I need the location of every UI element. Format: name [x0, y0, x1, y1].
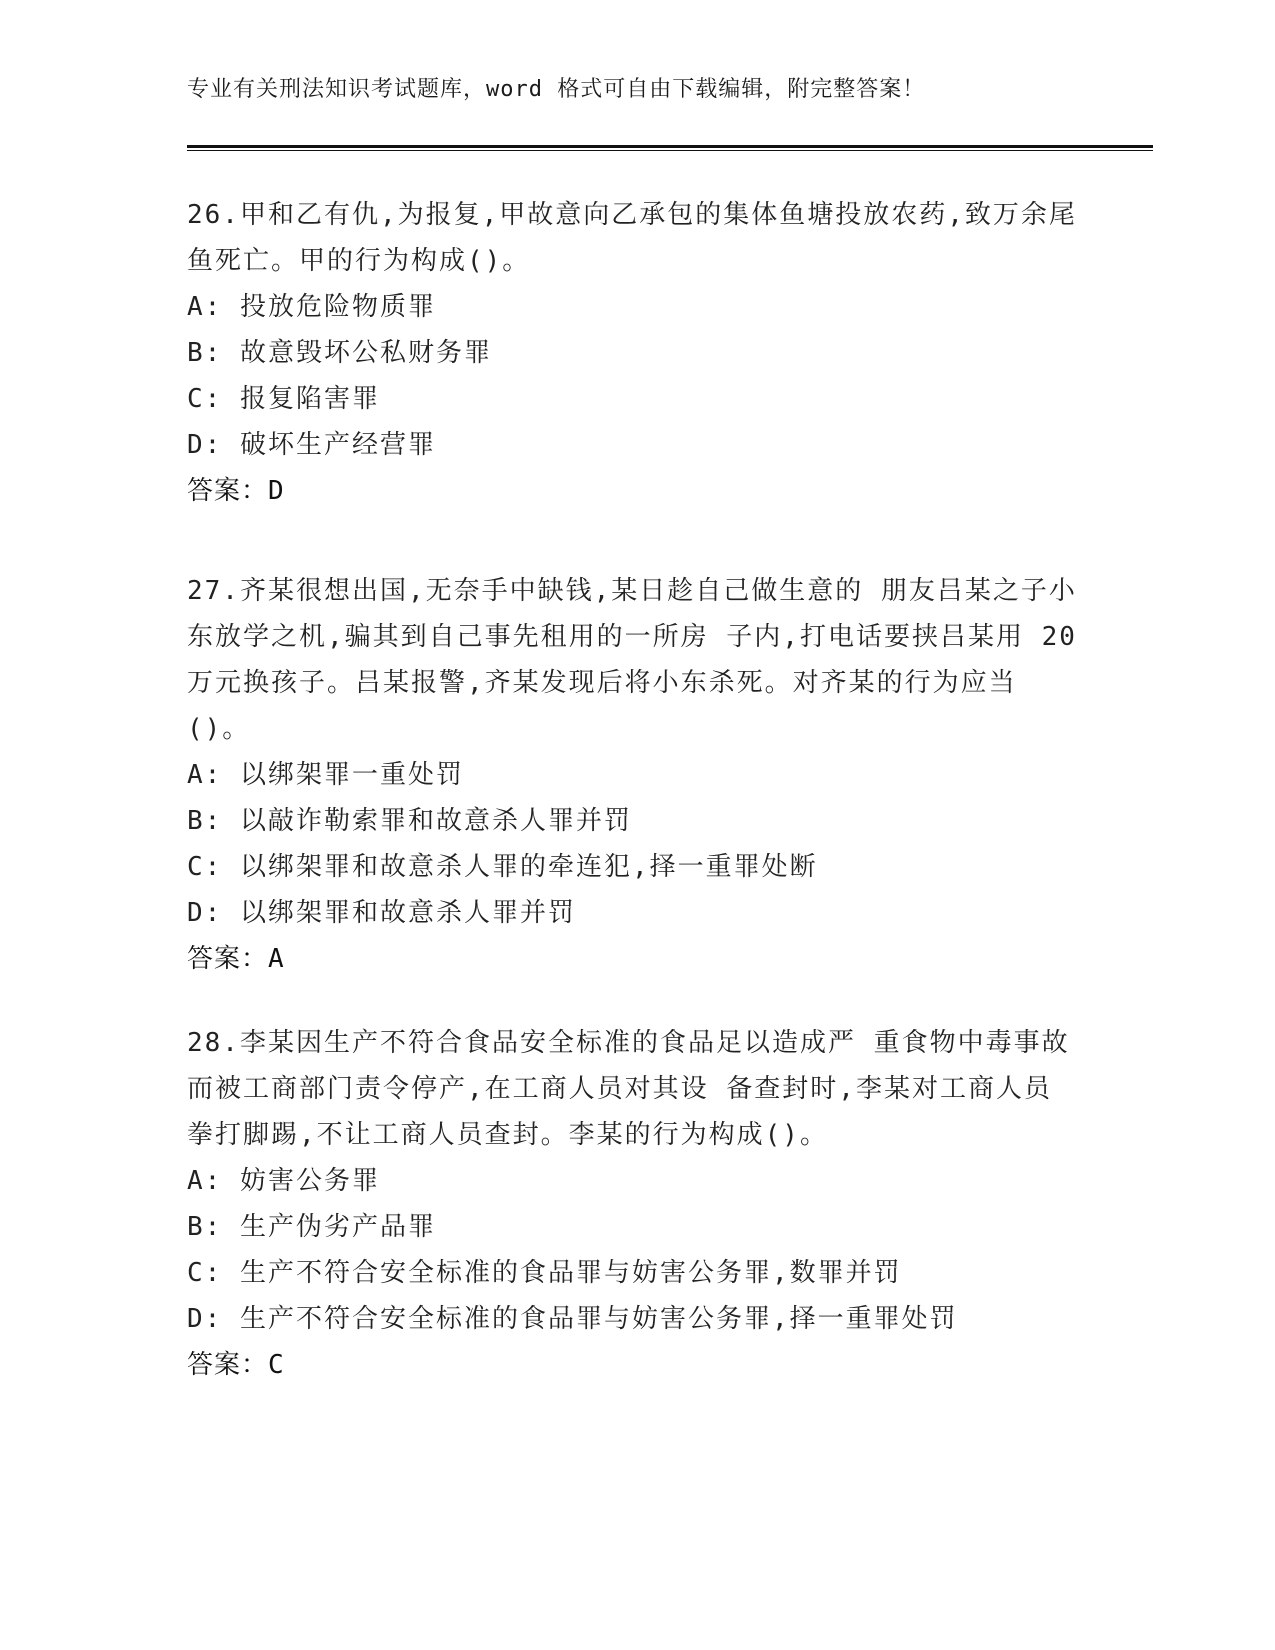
question-28 — [187, 1020, 1077, 1388]
answer-line — [187, 1342, 1077, 1388]
option-b: B: 以敲诈勒索罪和故意杀人罪并罚 — [187, 806, 632, 836]
answer-line — [187, 936, 1077, 982]
answer-line — [187, 468, 1077, 514]
option-b: B: 生产伪劣产品罪 — [187, 1212, 436, 1242]
question-stem: 28.李某因生产不符合食品安全标准的食品足以造成严 重食物中毒事故而被工商部门责令停产,在工商人员对其设 备查封时,李某对工商人员拳打脚踢,不让工商人员查封。李某的行为构成()。 — [187, 1028, 1070, 1150]
answer-label: 答案： — [187, 1350, 269, 1380]
answer-label: 答案： — [187, 476, 269, 506]
question-26 — [187, 192, 1077, 514]
option-a: A: 以绑架罪一重处罚 — [187, 760, 464, 790]
option-c: C: 以绑架罪和故意杀人罪的牵连犯,择一重罪处断 — [187, 852, 818, 882]
question-27 — [187, 568, 1077, 982]
page-header: 专业有关刑法知识考试题库，word 格式可自由下载编辑，附完整答案！ — [187, 77, 926, 102]
option-c: C: 报复陷害罪 — [187, 384, 380, 414]
option-d: D: 以绑架罪和故意杀人罪并罚 — [187, 898, 576, 928]
option-c: C: 生产不符合安全标准的食品罪与妨害公务罪,数罪并罚 — [187, 1258, 902, 1288]
header-rule-thick — [187, 145, 1153, 148]
option-d: D: 生产不符合安全标准的食品罪与妨害公务罪,择一重罪处罚 — [187, 1304, 958, 1334]
header-rule-thin — [187, 150, 1153, 151]
option-a: A: 妨害公务罪 — [187, 1166, 380, 1196]
answer-value: A — [268, 944, 285, 974]
option-d: D: 破坏生产经营罪 — [187, 430, 436, 460]
option-a: A: 投放危险物质罪 — [187, 292, 436, 322]
answer-value: C — [268, 1350, 285, 1380]
question-stem: 27.齐某很想出国,无奈手中缺钱,某日趁自己做生意的 朋友吕某之子小东放学之机,骗其到自己事先租用的一所房 子内,打电话要挟吕某用 20 万元换孩子。吕某报警,齐某发现后将小东杀死。对齐某的行为应当()。 — [187, 576, 1077, 744]
answer-label: 答案： — [187, 944, 269, 974]
option-b: B: 故意毁坏公私财务罪 — [187, 338, 492, 368]
answer-value: D — [268, 476, 285, 506]
question-stem: 26.甲和乙有仇,为报复,甲故意向乙承包的集体鱼塘投放农药,致万余尾鱼死亡。甲的行为构成()。 — [187, 200, 1077, 276]
